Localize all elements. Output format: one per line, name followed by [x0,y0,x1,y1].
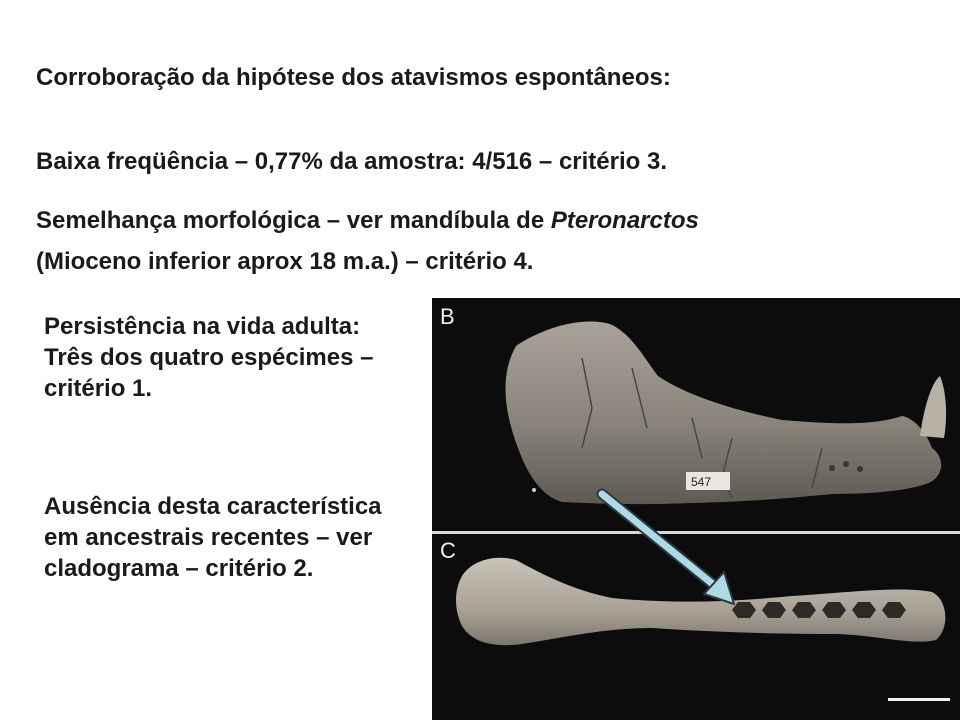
taxon-name: Pteronarctos [550,207,699,234]
morphology-criterion [36,205,699,237]
scale-bar [888,698,950,701]
panel-b-label: B [440,304,455,329]
mandible-photo [432,298,960,720]
mental-foramen [829,465,835,471]
persistence-criterion: Persistência na vida adulta: Três dos quatro espécimes – critério 1. [44,313,374,402]
specimen-tag-number: 547 [691,475,712,489]
frequency-criterion: Baixa freqüência – 0,77% da amostra: 4/516 – critério 3. [36,148,667,175]
marker-dot [532,488,536,492]
mental-foramen [857,466,863,472]
morphology-text: Semelhança morfológica – ver mandíbula de [36,207,551,234]
ancestry-criterion: Ausência desta característica em ancestrais recentes – ver cladograma – critério 2. [44,493,382,582]
mental-foramen [843,461,849,467]
morphology-criterion-continued: (Mioceno inferior aprox 18 m.a.) – critério 4. [36,248,534,275]
panel-divider [432,531,960,534]
panel-c-label: C [440,538,456,563]
slide-title: Corroboração da hipótese dos atavismos espontâneos: [36,64,671,91]
